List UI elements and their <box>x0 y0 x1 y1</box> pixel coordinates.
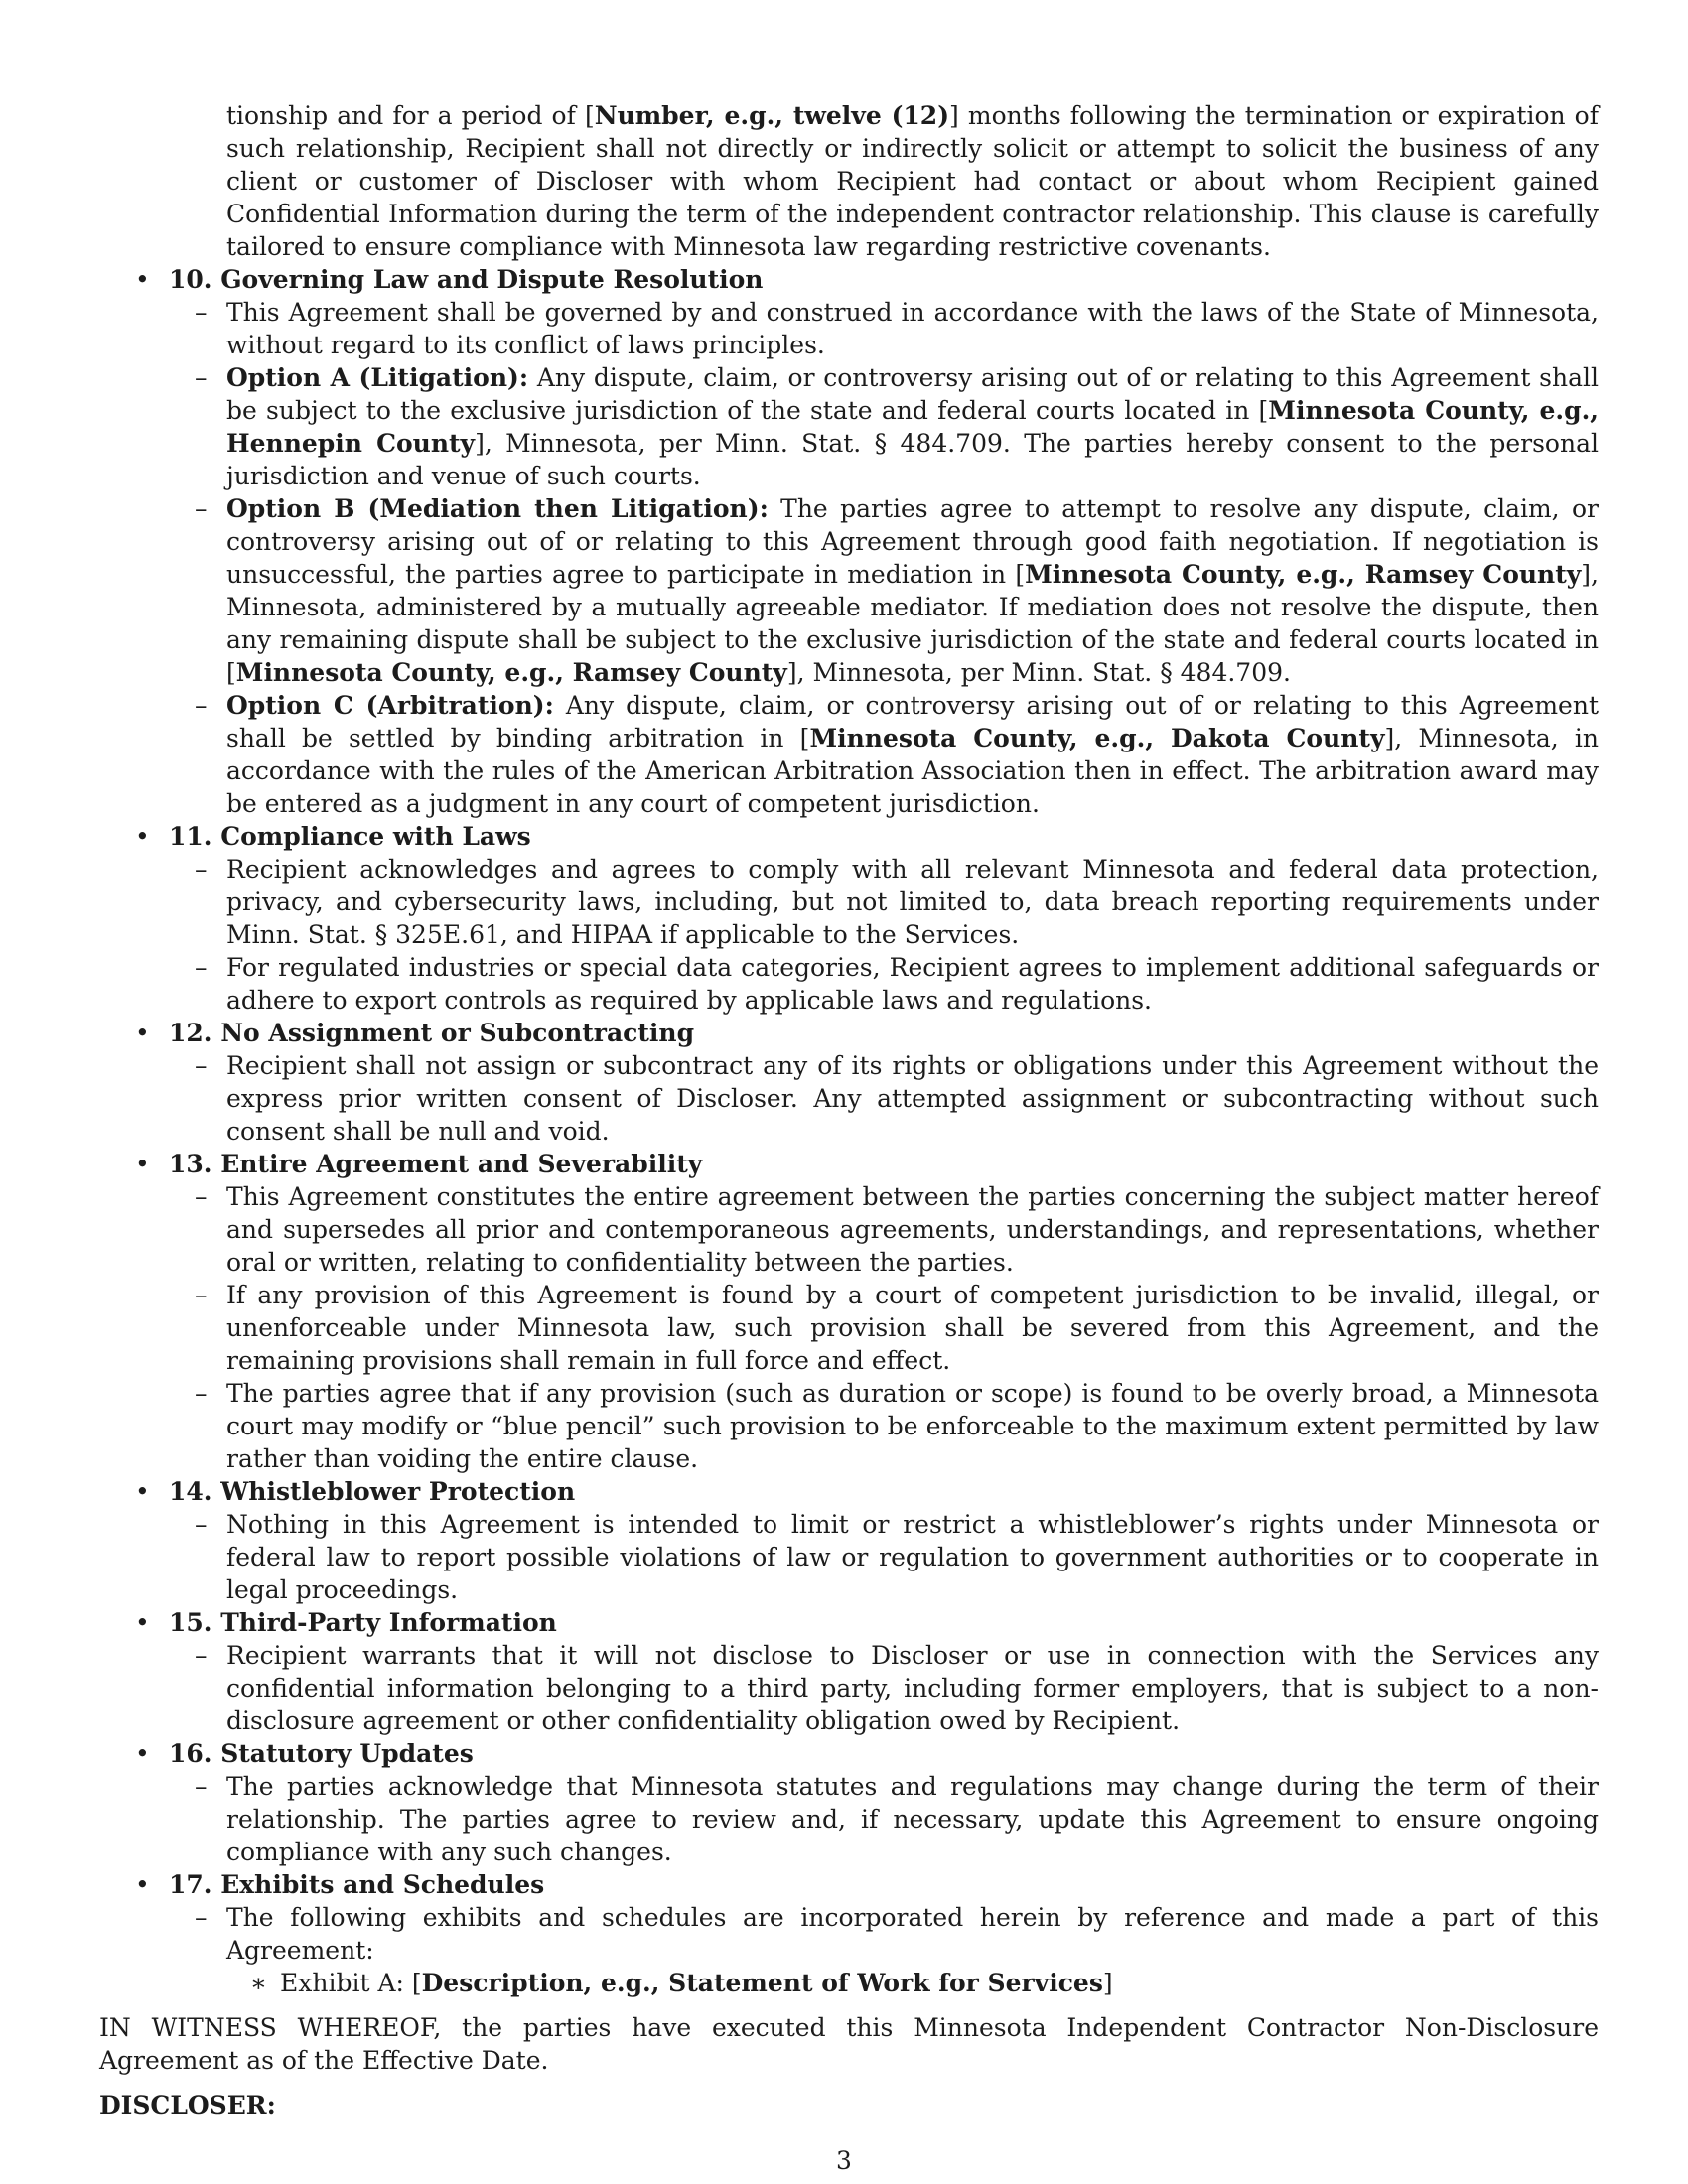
bullet-marker: • <box>135 1019 150 1047</box>
bullet-marker: • <box>135 1870 150 1899</box>
dash-marker: – <box>195 1379 208 1408</box>
clause-17-exhibits: – The following exhibits and schedules are incorporated herein by reference and made a part of this Agreement: <box>195 1903 1599 1965</box>
continuation-paragraph: tionship and for a period of [Number, e.g., twelve (12)] months following the termination or expiration of such relationship, Recipient shall not directly or indirectly solicit or attempt to solicit the business of any client or customer of Discloser with whom Recipient had contact or about whom Recipient gained Confidential Information during the term of the independent contractor relationship. This clause is carefully tailored to ensure compliance with Minnesota law regarding restrictive covenants. <box>226 101 1599 261</box>
section-title: 12. No Assignment or Subcontracting <box>169 1019 695 1047</box>
section-12 <box>99 1017 1599 1049</box>
section-title: 17. Exhibits and Schedules <box>169 1870 545 1899</box>
dash-marker: – <box>195 1641 208 1670</box>
section-title: 13. Entire Agreement and Severability <box>169 1150 703 1178</box>
clause-15-third-party: – Recipient warrants that it will not disclose to Discloser or use in connection with the Services any confidential information belonging to a third party, including former employers, that is subject to a non-disclosure agreement or other confidentiality obligation owed by Recipient. <box>195 1641 1599 1735</box>
document-body <box>99 99 1599 2121</box>
section-17 <box>99 1868 1599 1901</box>
exhibit-a-item: ∗ Exhibit A: [Description, e.g., Statement of Work for Services] <box>250 1969 1113 1997</box>
clause-10-option-c: – Option C (Arbitration): Any dispute, claim, or controversy arising out of or relating to this Agreement shall be settled by binding arbitration in [Minnesota County, e.g., Dakota County], Minnesota, in accordance with the rules of the American Arbitration Association then in effect. The arbitration award may be entered as a judgment in any court of competent jurisdiction. <box>195 691 1599 818</box>
section-15 <box>99 1606 1599 1639</box>
section-title: 10. Governing Law and Dispute Resolution <box>169 265 764 294</box>
witness-paragraph: IN WITNESS WHEREOF, the parties have executed this Minnesota Independent Contractor Non-Disclosure Agreement as of the Effective Date. <box>99 2013 1599 2075</box>
dash-marker: – <box>195 1281 208 1309</box>
dash-marker: – <box>195 691 208 720</box>
section-11 <box>99 820 1599 853</box>
dash-marker: – <box>195 1772 208 1801</box>
dash-marker: – <box>195 494 208 523</box>
bullet-marker: • <box>135 1739 150 1768</box>
bullet-marker: • <box>135 1477 150 1506</box>
clause-12-no-assignment: – Recipient shall not assign or subcontract any of its rights or obligations under this Agreement without the express prior written consent of Discloser. Any attempted assignment or subcontracting without such consent shall be null and void. <box>195 1051 1599 1146</box>
clause-10-option-b: – Option B (Mediation then Litigation): The parties agree to attempt to resolve any dispute, claim, or controversy arising out of or relating to this Agreement through good faith negotiation. If negotiation is unsuccessful, the parties agree to participate in mediation in [Minnesota County, e.g., Ramsey County], Minnesota, administered by a mutually agreeable mediator. If mediation does not resolve the dispute, then any remaining dispute shall be subject to the exclusive jurisdiction of the state and federal courts located in [Minnesota County, e.g., Ramsey County], Minnesota, per Minn. Stat. § 484.709. <box>195 494 1599 687</box>
section-list <box>99 263 1599 1999</box>
dash-marker: – <box>195 363 208 392</box>
dash-marker: – <box>195 1903 208 1932</box>
bullet-marker: • <box>135 1608 150 1637</box>
bullet-marker: • <box>135 822 150 851</box>
star-marker: ∗ <box>250 1969 267 1997</box>
section-16 <box>99 1737 1599 1770</box>
dash-marker: – <box>195 1510 208 1539</box>
bullet-marker: • <box>135 1150 150 1178</box>
clause-11-regulated-industries: – For regulated industries or special data categories, Recipient agrees to implement additional safeguards or adhere to export controls as required by applicable laws and regulations. <box>195 953 1599 1015</box>
section-10 <box>99 263 1599 296</box>
section-title: 11. Compliance with Laws <box>169 822 531 851</box>
section-title: 16. Statutory Updates <box>169 1739 474 1768</box>
dash-marker: – <box>195 953 208 982</box>
discloser-label: DISCLOSER: <box>99 2091 276 2119</box>
section-title: 15. Third-Party Information <box>169 1608 557 1637</box>
clause-13-entire-agreement: – This Agreement constitutes the entire agreement between the parties concerning the subject matter hereof and supersedes all prior and contemporaneous agreements, understandings, and representations, whether oral or written, relating to confidentiality between the parties. <box>195 1182 1599 1277</box>
dash-marker: – <box>195 1182 208 1211</box>
dash-marker: – <box>195 1051 208 1080</box>
clause-13-blue-pencil: – The parties agree that if any provision (such as duration or scope) is found to be overly broad, a Minnesota court may modify or “blue pencil” such provision to be enforceable to the maximum extent permitted by law rather than voiding the entire clause. <box>195 1379 1599 1473</box>
dash-marker: – <box>195 298 208 327</box>
section-14 <box>99 1475 1599 1508</box>
bullet-marker: • <box>135 265 150 294</box>
dash-marker: – <box>195 855 208 884</box>
section-title: 14. Whistleblower Protection <box>169 1477 576 1506</box>
clause-13-severability: – If any provision of this Agreement is found by a court of competent jurisdiction to be invalid, illegal, or unenforceable under Minnesota law, such provision shall be severed from this Agreement, and the remaining provisions shall remain in full force and effect. <box>195 1281 1599 1375</box>
clause-10-governing-law: – This Agreement shall be governed by and construed in accordance with the laws of the State of Minnesota, without regard to its conflict of laws principles. <box>195 298 1599 359</box>
page-number: 3 <box>836 2146 852 2175</box>
clause-16-statutory-updates: – The parties acknowledge that Minnesota statutes and regulations may change during the term of their relationship. The parties agree to review and, if necessary, update this Agreement to ensure ongoing compliance with any such changes. <box>195 1772 1599 1866</box>
clause-11-data-protection: – Recipient acknowledges and agrees to comply with all relevant Minnesota and federal data protection, privacy, and cybersecurity laws, including, but not limited to, data breach reporting requirements under Minn. Stat. § 325E.61, and HIPAA if applicable to the Services. <box>195 855 1599 949</box>
clause-10-option-a: – Option A (Litigation): Any dispute, claim, or controversy arising out of or relating to this Agreement shall be subject to the exclusive jurisdiction of the state and federal courts located in [Minnesota County, e.g., Hennepin County], Minnesota, per Minn. Stat. § 484.709. The parties hereby consent to the personal jurisdiction and venue of such courts. <box>195 363 1599 490</box>
section-13 <box>99 1148 1599 1180</box>
clause-14-whistleblower: – Nothing in this Agreement is intended to limit or restrict a whistleblower’s rights under Minnesota or federal law to report possible violations of law or regulation to government authorities or to cooperate in legal proceedings. <box>195 1510 1599 1604</box>
